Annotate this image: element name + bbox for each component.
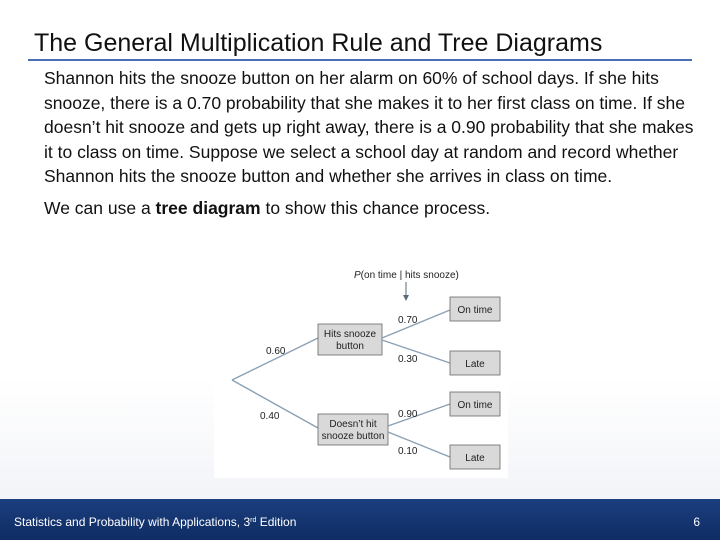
tree-diagram-term: tree diagram [155,197,261,218]
branch-line-snooze [232,338,318,380]
node-hits-snooze-line2: button [336,341,364,352]
footer-book-title-text: Statistics and Probability with Applications, 3 [14,515,251,529]
page-number: 6 [693,515,700,529]
node-no-snooze-line2: snooze button [321,431,385,442]
leaf-label-2: Late [465,359,485,370]
node-no-snooze-line1: Doesn’t hit [329,419,377,430]
footer-book-edition-text: Edition [256,515,297,529]
title-divider [28,59,692,61]
leaf-prob-4: 0.10 [398,446,418,457]
problem-paragraph: Shannon hits the snooze button on her alarm on 60% of school days. If she hits snooze, there is a 0.70 probability that she makes it to her first class on time. If she doesn’t hit snooze and gets up right away, there is a 0.90 probability that she makes it to class on time. Suppose we select a school day at random and record whether Shannon hits the snooze button and whether she arrives in class on time. [44,68,694,186]
tree-diagram [214,266,508,478]
footer-book-title [14,515,296,529]
intro-text-end: to show this chance process. [260,197,491,218]
tree-intro-paragraph [44,196,694,221]
tree-diagram-svg [214,266,508,478]
footer-book-edition-sup: rd [250,517,257,524]
intro-text-start: We can use a [44,197,156,218]
footer-bar [0,499,720,540]
leaf-prob-3: 0.90 [398,409,418,420]
leaf-prob-1: 0.70 [398,315,418,326]
node-hits-snooze-line1: Hits snooze [323,329,377,340]
conditional-prob-label: P(on time | hits snooze) [354,270,459,281]
branch-prob-snooze: 0.60 [266,346,286,357]
leaf-label-4: Late [465,453,485,464]
branch-prob-no-snooze: 0.40 [260,411,280,422]
slide-body [44,66,694,220]
slide-title: The General Multiplication Rule and Tree Diagrams [34,29,603,57]
leaf-label-3: On time [457,400,493,411]
leaf-prob-2: 0.30 [398,354,418,365]
leaf-label-1: On time [457,305,493,316]
